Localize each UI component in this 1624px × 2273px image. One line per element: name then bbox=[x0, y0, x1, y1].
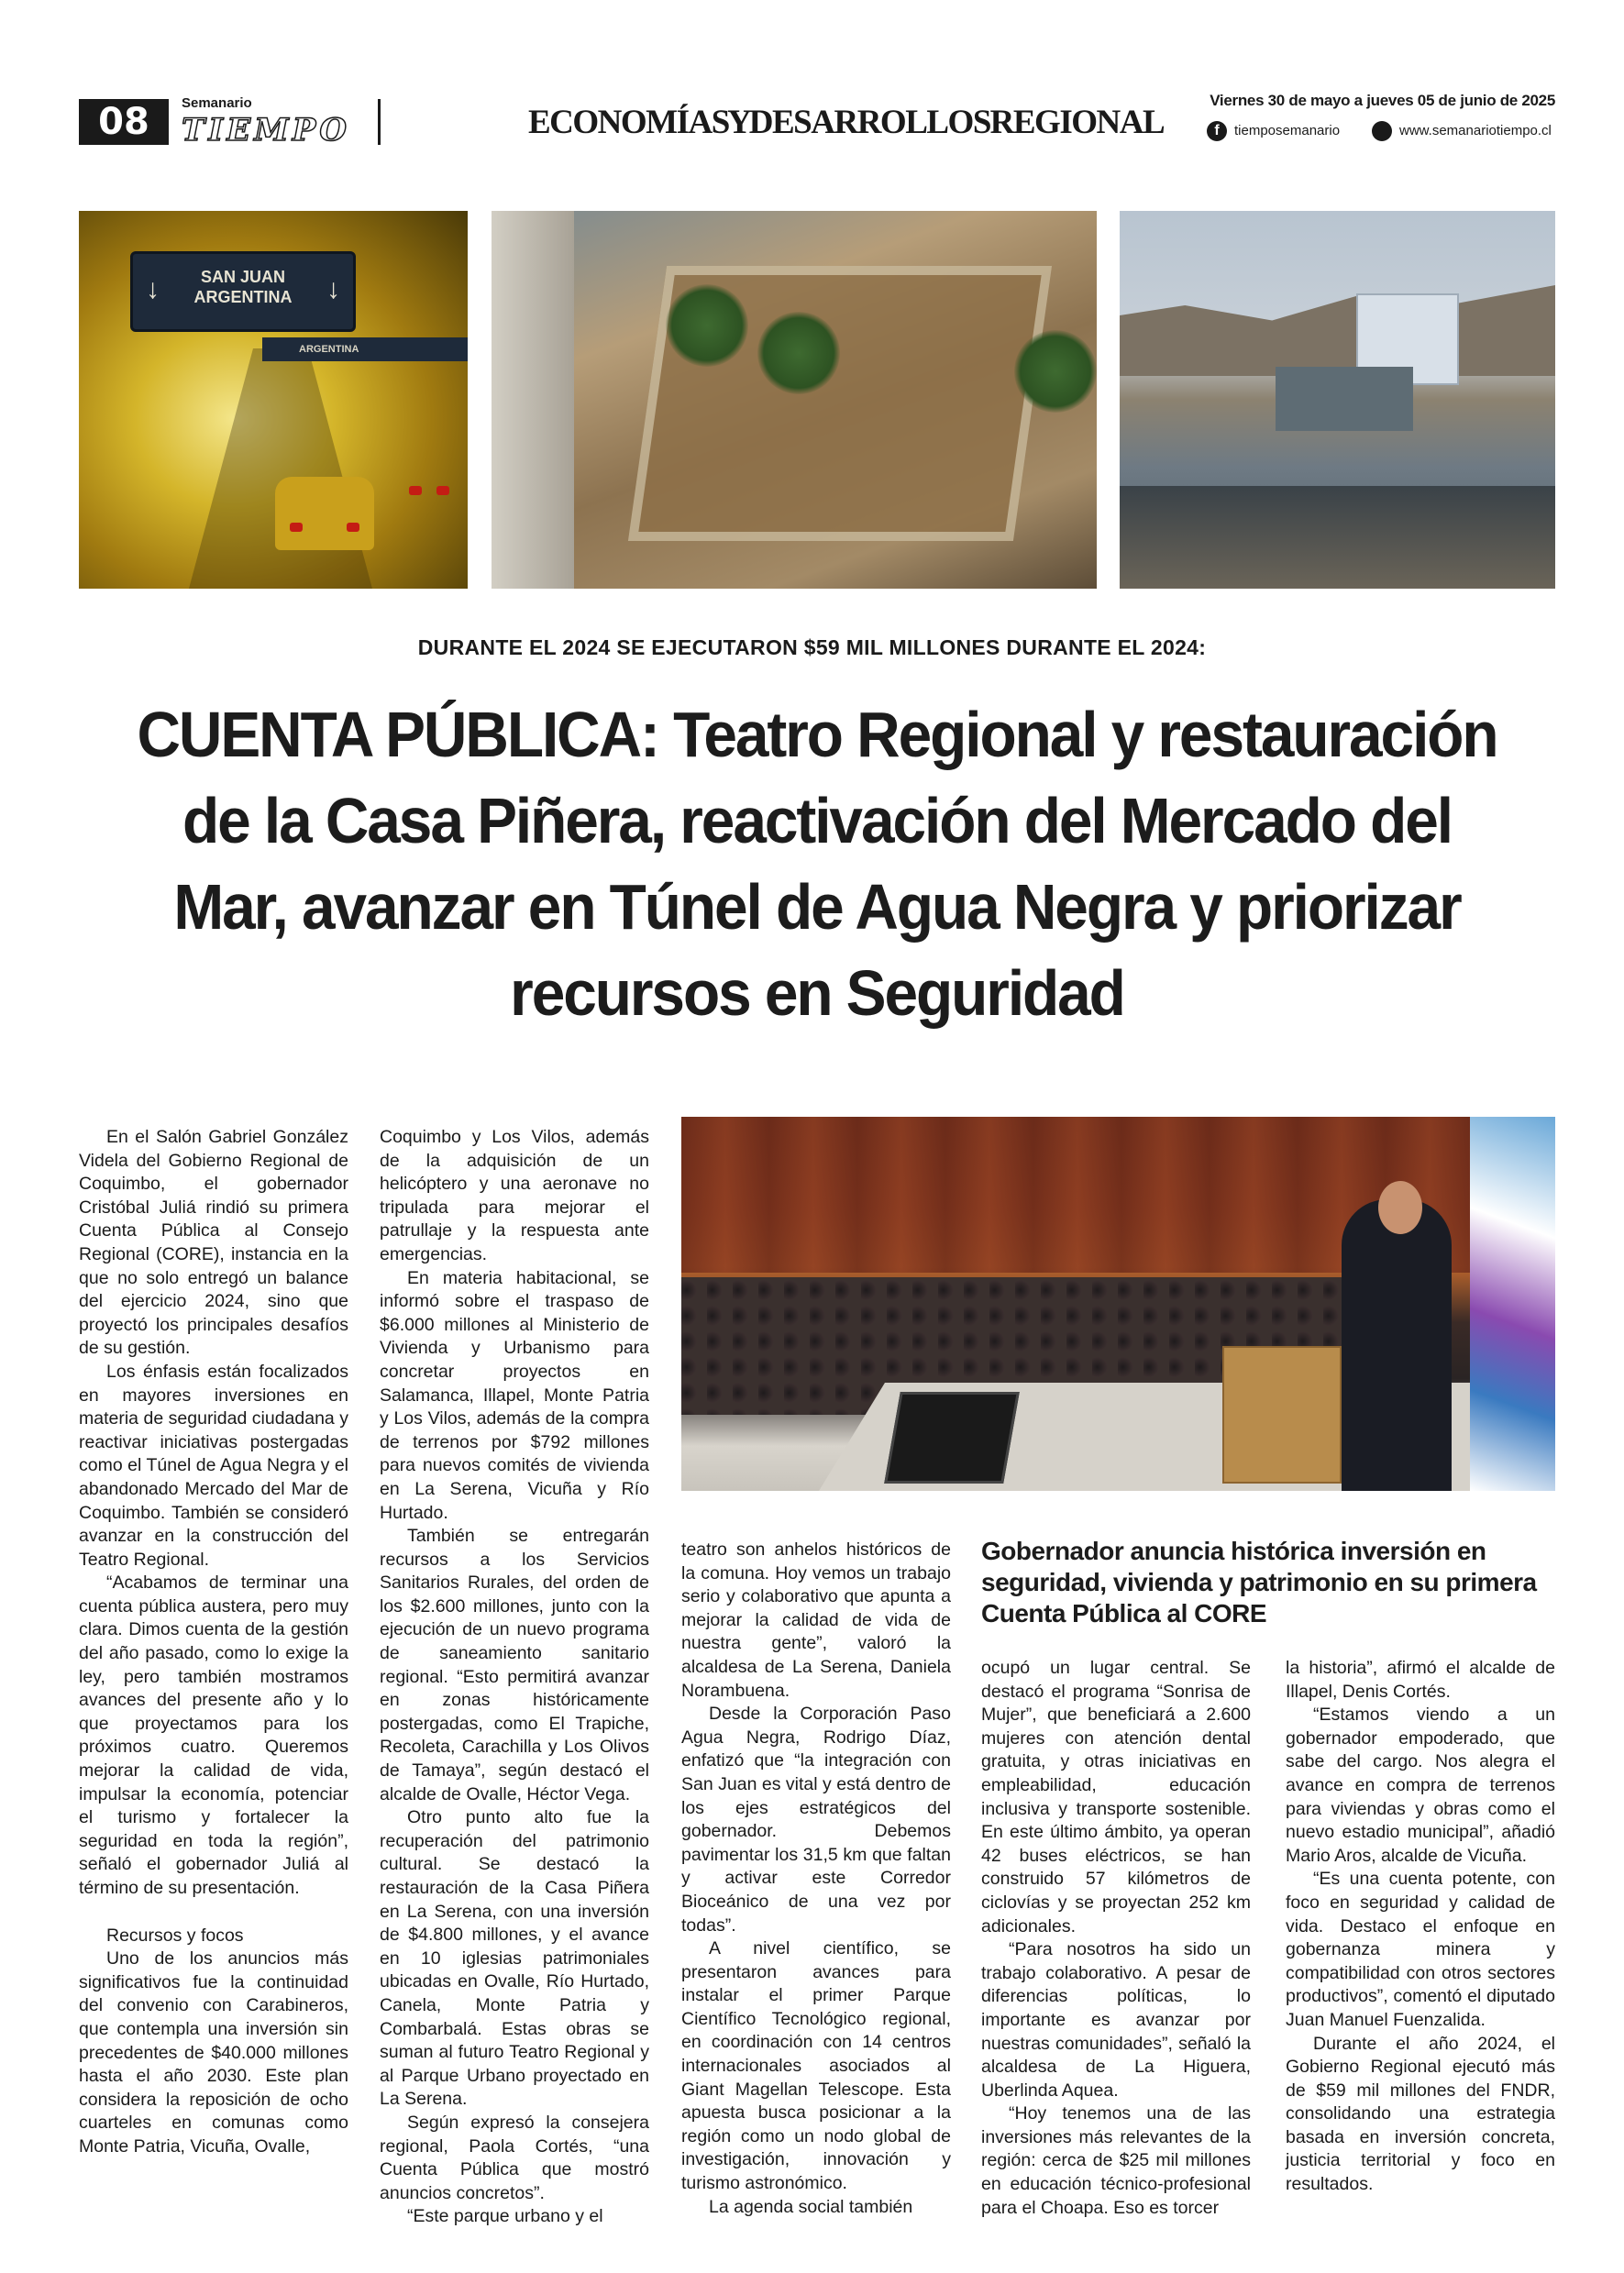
page-number: 08 bbox=[79, 99, 169, 145]
arrow-down-icon: ↓ bbox=[146, 274, 160, 304]
inline-subhead: Recursos y focos bbox=[106, 1925, 244, 1946]
article-subheadline: Gobernador anuncia histórica inversión en seguridad, vivienda y patrimonio en su primera Cuenta Pública al CORE bbox=[981, 1537, 1537, 1628]
sign-line-1: SAN JUAN bbox=[200, 268, 285, 286]
facebook-handle[interactable]: tiemposemanario bbox=[1234, 123, 1341, 138]
website-link[interactable]: www.semanariotiempo.cl bbox=[1399, 123, 1552, 138]
section-title: ECONOMÍAS Y DESARROLLOS REGIONAL bbox=[528, 104, 1165, 141]
tail-light bbox=[409, 486, 422, 495]
paragraph: “Para nosotros ha sido un trabajo colaborativo. A pesar de diferencias políticas, lo importante es avanzar por nuestras comunidades”, señaló la alcaldesa de La Higuera, Uberlinda Aquea. bbox=[981, 1939, 1251, 2101]
dateline: Viernes 30 de mayo a jueves 05 de junio de 2025 bbox=[1210, 92, 1555, 109]
palm-tree bbox=[757, 312, 840, 394]
tunnel-road bbox=[189, 348, 372, 589]
globe-icon bbox=[1372, 121, 1392, 141]
logo-title: TIEMPO bbox=[182, 112, 350, 149]
paragraph: Coquimbo y Los Vilos, además de la adquisición de un helicóptero y una aeronave no tripulada para mejorar el patrullaje y la respuesta ante emergencias. bbox=[380, 1127, 649, 1264]
newspaper-logo bbox=[182, 95, 374, 147]
hillside bbox=[1120, 275, 1555, 376]
podium bbox=[1222, 1346, 1342, 1484]
paragraph: Uno de los anuncios más significativos fue la continuidad del convenio con Carabineros, que contempla una inversión sin precedentes de $40.000 millones hasta el año 2030. Este plan considera la reposición de ocho cuarteles en comunas como Monte Patria, Vicuña, Ovalle, bbox=[79, 1948, 348, 2157]
paragraph: En el Salón Gabriel González Videla del Gobierno Regional de Coquimbo, el gobernador Cristóbal Juliá rindió su primera Cuenta Pública al Consejo Regional (CORE), instancia en la que no solo entregó un balance del ejercicio 2024, sino que proyectó los principales desafíos de su gestión. bbox=[79, 1127, 348, 1359]
paragraph: Los énfasis están focalizados en mayores inversiones en materia de seguridad ciudadana y reactivar iniciativas postergadas como el Túnel de Agua Negra y el abandonado Mercado del Mar de Coquimbo. También se consideró avanzar en la construcción del Teatro Regional. bbox=[79, 1361, 348, 1570]
monitor-screen bbox=[884, 1392, 1020, 1484]
article-column-4 bbox=[981, 1657, 1251, 2220]
facebook-icon: f bbox=[1207, 121, 1227, 141]
paragraph: “Hoy tenemos una de las inversiones más relevantes de la región: cerca de $25 mil millones en educación técnico-profesional para el Choapa. Eso es torcer bbox=[981, 2103, 1251, 2218]
paragraph: Según expresó la consejera regional, Paola Cortés, “una Cuenta Pública que mostró anuncios concretos”. bbox=[380, 2112, 649, 2203]
article-headline: CUENTA PÚBLICA: Teatro Regional y restauración de la Casa Piñera, reactivación del Mercado del Mar, avanzar en Túnel de Agua Negra y priorizar recursos en Seguridad bbox=[137, 699, 1497, 1029]
paragraph: La agenda social también bbox=[709, 2196, 913, 2217]
palm-tree bbox=[1014, 330, 1097, 413]
paragraph: En materia habitacional, se informó sobre el traspaso de $6.000 millones al Ministerio de Vivienda y Urbanismo para concretar proyectos en Salamanca, Illapel, Monte Patria y Los Vilos, además de la compra de terrenos por $792 millones para nuevos comités de vivienda en La Serena, Vicuña y Río Hurtado. bbox=[380, 1267, 649, 1523]
paragraph: “Este parque urbano y el bbox=[407, 2206, 603, 2227]
tail-light bbox=[290, 523, 303, 532]
cuenta-publica-event-photo bbox=[681, 1117, 1555, 1491]
paragraph: También se entregarán recursos a los Servicios Sanitarios Rurales, del orden de los $2.600 millones, junto con la ejecución de un nuevo programa de saneamiento sanitario regional. “Esto permitirá avanzar en zonas históricamente postergadas, como El Trapiche, Recoleta, Carachilla y Los Olivos de Tamaya”, según destacó el alcalde de Ovalle, Héctor Vega. bbox=[380, 1526, 649, 1804]
article-column-2 bbox=[380, 1126, 649, 2229]
article-column-1 bbox=[79, 1126, 348, 2159]
paragraph: Desde la Corporación Paso Agua Negra, Rodrigo Díaz, enfatizó que “la integración con San Juan es vital y está dentro de los ejes estratégicos del gobernador. Debemos pavimentar los 31,5 km que faltan y activar este Corredor Bioceánico de una vez por todas”. bbox=[681, 1704, 951, 1936]
article-column-5 bbox=[1286, 1657, 1555, 2197]
paragraph: la historia”, afirmó el alcalde de Illapel, Denis Cortés. bbox=[1286, 1658, 1555, 1702]
palm-tree bbox=[666, 284, 748, 367]
beach bbox=[1120, 486, 1555, 589]
page-header bbox=[79, 92, 1555, 147]
header-divider bbox=[378, 99, 381, 145]
mercado-del-mar-photo bbox=[1120, 211, 1555, 589]
abandoned-market bbox=[1276, 367, 1413, 431]
casa-pinera-aerial-photo bbox=[492, 211, 1097, 589]
governor-speaker bbox=[1342, 1199, 1452, 1491]
paragraph: ocupó un lugar central. Se destacó el programa “Sonrisa de Mujer”, que beneficiará a 2.600 mujeres con atención dental gratuita, y otras iniciativas en empleabilidad, educación inclusiva y transporte sostenible. En este último ámbito, ya operan 42 buses eléctricos, se han construido 57 kilómetros de ciclovías y se proyectan 252 km adicionales. bbox=[981, 1658, 1251, 1936]
arrow-down-icon: ↓ bbox=[326, 274, 340, 304]
tail-light bbox=[347, 523, 359, 532]
paragraph: “Es una cuenta potente, con foco en seguridad y calidad de vida. Destaco el enfoque en gobernanza minera y compatibilidad con otros sectores productivos”, comentó el diputado Juan Manuel Fuenzalida. bbox=[1286, 1869, 1555, 2030]
logo-small-text: Semanario bbox=[182, 95, 252, 111]
paragraph: “Estamos viendo a un gobernador empoderado, que sabe del cargo. Nos alegra el avance en compra de terrenos para viviendas y obras como el nuevo estadio municipal”, añadió Mario Aros, alcalde de Vicuña. bbox=[1286, 1705, 1555, 1866]
tunnel-sign-secondary bbox=[262, 337, 468, 361]
regional-flag bbox=[1470, 1117, 1555, 1491]
speaker-head bbox=[1378, 1181, 1422, 1234]
article-column-3 bbox=[681, 1539, 951, 2219]
building-wall bbox=[492, 211, 574, 589]
article-kicker: DURANTE EL 2024 SE EJECUTARON $59 MIL MILLONES DURANTE EL 2024: bbox=[417, 635, 1207, 659]
paragraph: Durante el año 2024, el Gobierno Regional ejecutó más de $59 mil millones del FNDR, consolidando una estrategia basada en inversión concreta, justicia territorial y foco en resultados. bbox=[1286, 2033, 1555, 2195]
car bbox=[275, 477, 374, 550]
social-links bbox=[1207, 119, 1555, 143]
tunnel-photo bbox=[79, 211, 468, 589]
sign-small-text: ARGENTINA bbox=[299, 344, 359, 355]
paragraph: Otro punto alto fue la recuperación del patrimonio cultural. Se destacó la restauración de la Casa Piñera en La Serena, con una inversión de $4.800 millones, y el avance en 10 iglesias patrimoniales ubicadas en Ovalle, Río Hurtado, Canela, Monte Patria y Combarbalá. Estas obras se suman al futuro Teatro Regional y al Parque Urbano proyectado en La Serena. bbox=[380, 1807, 649, 2110]
paragraph: teatro son anhelos históricos de la comuna. Hoy vemos un trabajo serio y colaborativo que apunta a mejorar la calidad de vida de nuestra gente”, valoró la alcaldesa de La Serena, Daniela Norambuena. bbox=[681, 1539, 951, 1701]
sign-line-2: ARGENTINA bbox=[193, 288, 293, 306]
paragraph: A nivel científico, se presentaron avances para instalar el primer Parque Científico Tecnológico regional, en coordinación con 14 centros internacionales asociados al Giant Magellan Telescope. Esta apuesta busca posicionar a la región como un nodo global de investigación, innovación y turismo astronómico. bbox=[681, 1938, 951, 2194]
tunnel-sign bbox=[130, 251, 356, 332]
paragraph: “Acabamos de terminar una cuenta pública austera, pero muy clara. Dimos cuenta de la gestión del año pasado, como lo exige la ley, pero también mostramos avances del presente año y lo que proyectamos para los próximos cuatro. Queremos mejorar la calidad de vida, impulsar la economía, potenciar el turismo y fortalecer la seguridad en toda la región”, señaló el gobernador Juliá al término de su presentación. bbox=[79, 1572, 348, 1898]
tail-light bbox=[436, 486, 449, 495]
